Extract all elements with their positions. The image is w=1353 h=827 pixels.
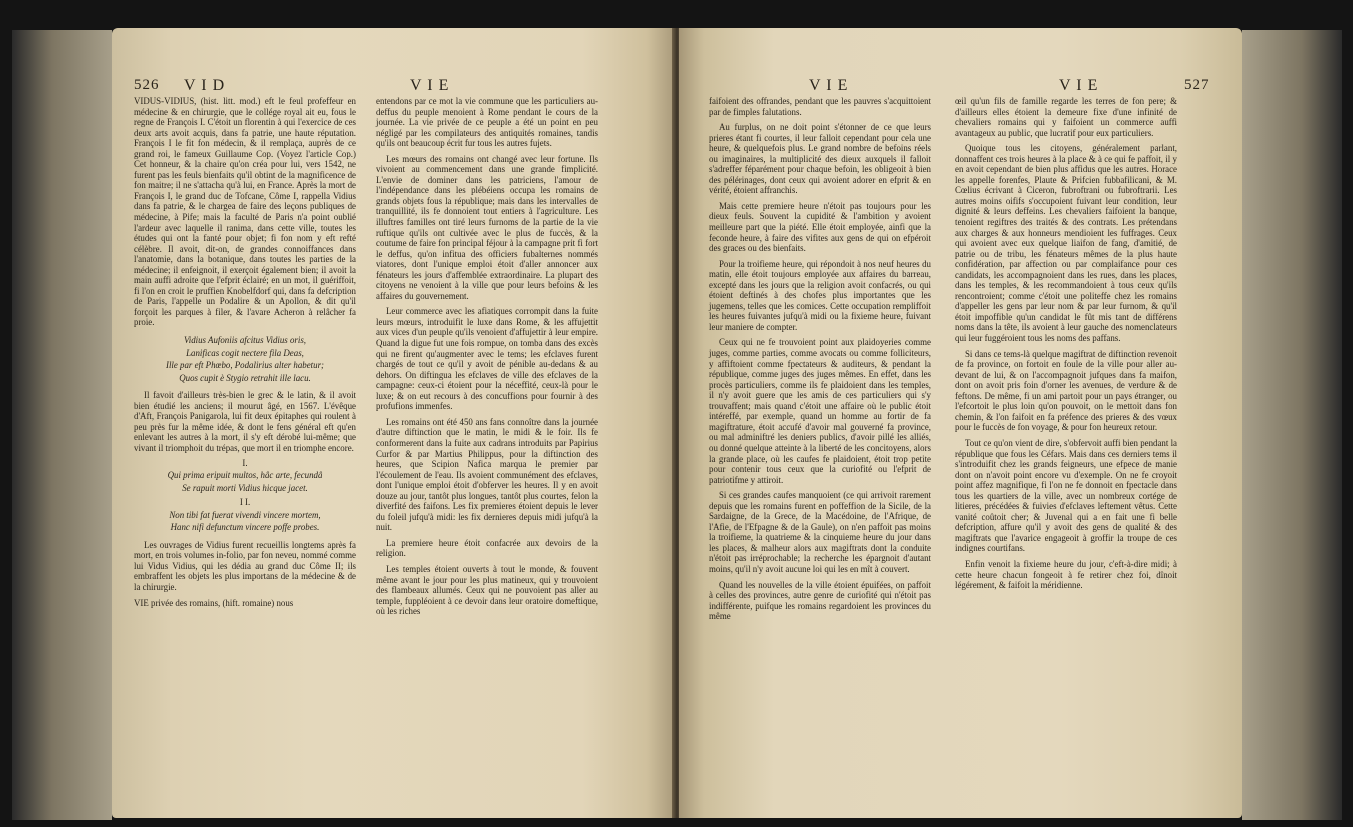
- epitaph-heading-1: I.: [242, 457, 248, 468]
- paragraph: Les temples étoient ouverts à tout le monde, & fouvent même avant le jour pour les plus matineux, qui y trouvoient des flambeaux allumés. Ceux qui ne pouvoient pas aller au temple, fuppléoient à ce devoir dans leur oratoire domeftique, où les riches: [376, 563, 598, 617]
- right-column-2: [955, 96, 1177, 591]
- paragraph: œil qu'un fils de famille regarde les terres de fon pere; & d'ailleurs elles étoient la demeure fixe d'une infinité de chevaliers romains qui y faifoient un commerce auffi avantageux au public, que lucratif pour eux particuliers.: [955, 96, 1177, 138]
- paragraph: Quoique tous les citoyens, généralement parlant, donnaffent ces trois heures à la place & à ce qui fe paffoit, il y en avoit cependant de bien plus affidus que les autres. Horace les appelle forenfes, Plaute & Prifcien fubbafilicani, & M. Cœlius écrivant à Ciceron, fubroftrani ou fubroftrarii. Les autres moins oififs s'occupoient fuivant leur condition, leur dignité & leurs deffeins. Les chevaliers faifoient la banque, tenoient regiftres des traités & des contrats. Les prétendans aux charges & aux honneurs mendioient les fuffrages. Ceux qui avoient avec eux quelque liaifon de fang, d'amitié, de patrie ou de tribu, les fénateurs mêmes de la plus haute confidération, par affection ou par complaifance pour ces candidats, les accompagnoient dans les rues, dans les places, dans les temples, & les recommandoient à tous ceux qu'ils rencontroient; comme c'étoit une politeffe chez les romains d'appeller les gens par leur nom & par leur furnom, & qu'il étoit impoffible qu'un candidat le fût mis tant de différens noms dans la tête, ils avoient à leur gauche des nomenclateurs qui leur fuggéroient tous les noms des paffans.: [955, 143, 1177, 344]
- paragraph-works: Les ouvrages de Vidius furent recueillis longtems après fa mort, en trois volumes in-folio, par fon neveu, nommé comme lui Vidus Vidius, qui les dédia au grand duc Côme II; ils embraffent les objets les plus importans de la médecine & de la chirurgie.: [134, 539, 356, 592]
- paragraph: La premiere heure étoit confacrée aux devoirs de la religion.: [376, 537, 598, 559]
- verse-line: Vidius Aufoniis afcitus Vidius oris,: [183, 335, 307, 346]
- right-column-1: [709, 96, 931, 622]
- paragraph: faifoient des offrandes, pendant que les pauvres s'acquittoient par de fimples falutations.: [709, 96, 931, 117]
- right-center-title: V I E: [809, 77, 849, 94]
- paragraph: Les romains ont été 450 ans fans connoître dans la journée d'autre diftinction que le matin, le midi & le foir. Ils fe conformerent dans la fuite aux cadrans introduits par Papirius Curfor & par Martius Philippus, pour la diftinction des heures, que Scipion Nafica marqua le premier par l'écoulement de l'eau. Ils avoient communément des efclaves, dont l'unique emploi étoit d'obferver les heures. Il y en avoit douze au jour, tantôt plus longues, tantôt plus courtes, felon la diverfité des faifons. Les fix premieres étoient depuis le lever du foleil jufqu'à midi: les fix dernieres depuis midi jufqu'à la nuit.: [376, 416, 598, 533]
- paragraph: Les mœurs des romains ont changé avec leur fortune. Ils vivoient au commencement dans une grande fimplicité. L'envie de dominer dans les patriciens, l'amour de l'indépendance dans les plébéiens occupa les romains de grands objets fous la république; mais dans les intervalles de tranquillité, ils fe donnoient tout entiers à l'agriculture. Les illuftres familles ont tiré leurs furnoms de la partie de la vie ruftique qu'ils ont cultivée avec le plus de fuccès, & la coutume de faire fon principal féjour à la campagne prit fi fort le deffus, qu'on infitua des officiers fubalternes nommés viatores, dont l'unique emploi étoit d'aller annoncer aux fénateurs les jours d'affemblée extraordinaire. La plupart des citoyens ne venoient à la ville que pour leurs befoins & les affaires du gouvernement.: [376, 153, 598, 301]
- left-running-title: V I D: [184, 77, 226, 94]
- paragraph: entendons par ce mot la vie commune que les particuliers au-deffus du peuple menoient à Rome pendant le cours de la journée. La vie privée de ce peuple a été un point en peu négligé par les compilateurs des antiquités romaines, tandis qu'ils ont beaucoup écrit fur tous les autres fujets.: [376, 96, 598, 149]
- left-column-2: [376, 96, 598, 617]
- verse-line: Quos cupit è Stygio retrahit ille lacu.: [179, 372, 311, 383]
- left-page-number: 526: [134, 77, 160, 93]
- left-page-edges: [12, 30, 112, 820]
- paragraph: Pour la troifieme heure, qui répondoit à nos neuf heures du matin, elle étoit toujours employée aux affaires du barreau, excepté dans les jours que la religion avoit confacrés, ou qui étoient deftinés à des chofes plus importantes que les jugemens, telles que les comices. Cette occupation rempliffoit les heures fuivantes jufqu'à midi ou la fixieme heure, fuivant leur maniere de compter.: [709, 258, 931, 332]
- verse-line: Hanc nifi defunctum vincere poffe probes.: [170, 522, 320, 533]
- right-page-edges: [1242, 30, 1342, 820]
- paragraph: Tout ce qu'on vient de dire, s'obfervoit auffi bien pendant la république que fous les Céfars. Mais dans ces derniers tems il s'introduifit chez les grands feigneurs, une efpece de manie dont on n'avoit point encore vu d'exemple. On ne fe croyoit point affez magnifique, fi l'on ne fe donnoit en fpectacle dans tous les quartiers de la ville, avec un nombreux cortége de litieres, précédées & fuivies d'efclaves leftement vêtus. Cette vanité coûtoit cher; & Juvenal qui a en fait une fi belle defcription, affure qu'il y avoit des gens de qualité & des magiftrats que l'avarice engageoit à groffir la troupe de ces indignes courtifans.: [955, 437, 1177, 554]
- left-column-1: [134, 96, 356, 608]
- paragraph: Si dans ce tems-là quelque magiftrat de diftinction revenoit de fa province, on fortoit en foule de la ville pour aller au-devant de lui, & on l'accompagnoit jufques dans fa maifon, dont on avoit pris foin d'orner les avenues, de verdure & de feftons. De même, fi un ami partoit pour un pays étranger, ou l'efcortoit le plus loin qu'on pouvoit, on le mettoit dans fon chemin, & l'on faifoit en fa préfence des prieres & des vœux pour le fuccès de fon voyage, & pour fon heureux retour.: [955, 348, 1177, 433]
- paragraph: Leur commerce avec les afiatiques corrompit dans la fuite leurs mœurs, introduifit le luxe dans Rome, & les affujettit aux vices d'un peuple qu'ils venoient d'affujettir à leur empire. Quand la digue fut une fois rompue, on tomba dans des excès qui ne firent qu'augmenter avec le tems; les efclaves furent chargés de tout ce qu'il y avoit de pénible au-dedans & au dehors. On diftingua les efclaves de ville des efclaves de la campagne: ceux-ci étoient pour la néceffité, ceux-là pour le luxe; & on eut recours à des concuffions pour fournir à des profufions immenfes.: [376, 306, 598, 412]
- verse-line: Lanificas cogit nectere fila Deas,: [186, 347, 304, 358]
- paragraph: Ceux qui ne fe trouvoient point aux plaidoyeries comme juges, comme parties, comme avocats ou comme folliciteurs, y affiftoient comme fpectateurs & auditeurs, & pendant la république, comme juges des juges mêmes. En effet, dans les procès particuliers, comme ils fe plaidoient dans les temples, il n'y avoit guere que les amis de ces particuliers qui s'y trouvaffent; mais quand c'étoit une affaire où le public étoit intéreffé, par exemple, quand un homme au fortir de fa magiftrature, étoit accufé d'avoir mal gouverné fa province, ou mal adminiftré les deniers publics, d'avoir pillé les alliés, ou donné quelque atteinte à la liberté de les concitoyens, alors la grande place, où les caufes fe plaidoient, étoit trop petite pour contenir tous ceux que la curiofité ou l'efprit de patriotifme y attiroit.: [709, 337, 931, 485]
- right-page-number: 527: [1184, 77, 1210, 93]
- paragraph-epitaphs: Il favoit d'ailleurs très-bien le grec & le latin, & il avoit bien étudié les anciens; il mourut âgé, en 1567. L'évêque d'Aft, François Panigarola, lui fit deux épitaphes qui roulent à peu près fur la même idée, & dont le fens général eft qu'en enlevant les autres à la mort, il s'y eft dérobé lui-même; que vivant il triomphoit du trépas, que mort il en triomphe encore.: [134, 390, 356, 453]
- verse-line: Non tibi fat fuerat vivendi vincere mortem,: [169, 509, 321, 520]
- verse-line: Qui prima eripuit multos, hâc arte, fecundâ: [167, 470, 323, 481]
- paragraph: Quand les nouvelles de la ville étoient épuifées, on paffoit à celles des provinces, autre genre de curiofité qui n'étoit pas indifférente, puifque les romains regardoient les provinces du même: [709, 579, 931, 622]
- left-page: [112, 28, 675, 818]
- paragraph: Si ces grandes caufes manquoient (ce qui arrivoit rarement depuis que les romains furent en poffeffion de la Sicile, de la Sardaigne, de la Grece, de la Macédoine, de l'Afrique, de l'Afie, de l'Efpagne & de la Gaule), on n'en paffoit pas moins la troifieme, la quatrieme & la cinquieme heure du jour dans les places, & malheur alors aux magiftrats dont la conduite n'étoit pas irréprochable; la recherche les épargnoit d'autant moins, qu'il n'y avoit aucune loi qui les en mît à couvert.: [709, 490, 931, 574]
- right-page: [679, 28, 1242, 818]
- paragraph: Enfin venoit la fixieme heure du jour, c'eft-à-dire midi; à cette heure chacun fongeoit à fe retirer chez foi, dînoit légérement, & faifoit la méridienne.: [955, 558, 1177, 591]
- verse-line: Ille par eft Phœbo, Podalirius alter habetur;: [165, 360, 324, 371]
- left-center-title: V I E: [410, 77, 450, 94]
- paragraph: Mais cette premiere heure n'étoit pas toujours pour les dieux feuls. Souvent la cupidité & l'ambition y avoient meilleure part que la piété. Elle étoit employée, ainfi que la feconde heure, à faire des vifites aux gens de qui on efpéroit des graces ou des bienfaits.: [709, 200, 931, 254]
- epitaph-heading-2: I I.: [239, 497, 251, 508]
- verse-line: Se rapuit morti Vidius hicque jacet.: [182, 482, 308, 493]
- paragraph-vie-privee-start: VIE privée des romains, (hift. romaine) nous: [134, 597, 294, 608]
- paragraph-vidius: VIDUS-VIDIUS, (hist. litt. mod.) eft le feul profeffeur en médecine & en chirurgie, que le collége royal ait eu, fous le regne de François I. C'étoit un florentin à qui l'exercice de ces deux arts avoit acquis, dans fa patrie, une haute réputation. François I le fit fon médecin, & il remplaça, auprès de ce grand roi, le fameux Guillaume Cop. (Voyez l'article Cop.) Cet honneur, & la chaire qu'on créa pour lui, vers 1542, ne furent pas les feuls bienfaits qu'il obtint de la magnificence de fon maitre; il ne s'attacha qu'à lui, en France. Après la mort de François I, le grand duc de Tofcane, Côme I, rappella Vidius dans fa patrie, & le chargea de faire des leçons publiques de médecine, à Pife; mais la faculté de Paris n'a point oublié l'ardeur avec laquelle il ranima, dans cette ville, toutes les études qui ont la fanté pour objet; fi fon nom y eft refté célèbre. Il avoit, dit-on, de grandes connoiffances dans l'anatomie, dans la botanique, dans toutes les parties de la médecine; il enfeignoit, il exerçoit également bien; il avoit la main auffi adroite que l'efprit éclairé; en un mot, il guériffoit, fi l'on en croit le pruffien Knobelfdorf qui, dans fa defcription de Paris, l'appelle un Podalire & un Apollon, & dit qu'il forçoit les parques à filer, & l'avare Acheron à relâcher fa proie.: [134, 96, 356, 328]
- paragraph: Au furplus, on ne doit point s'étonner de ce que leurs prieres étant fi courtes, il leur falloit cependant pour cela une heure, & quelquefois plus. Le grand nombre de befoins réels ou imaginaires, la multiplicité des dieux auxquels il falloit s'adreffer féparément pour chaque befoin, les obligeoit à bien des pélérinages, dont ceux qui avoient adorer en efprit & en vérité, étoient affranchis.: [709, 122, 931, 196]
- right-running-title: V I E: [1059, 77, 1099, 94]
